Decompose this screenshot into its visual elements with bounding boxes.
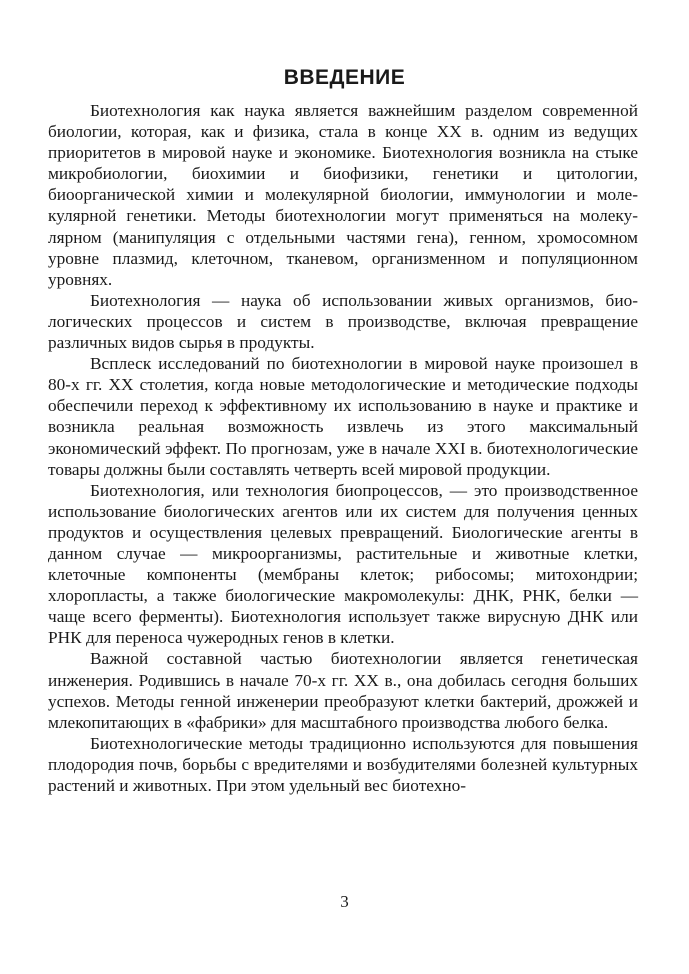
paragraph: Биотехнология — наука об использовании живых организмов, биологических процессов и систем в производстве, включая превращение различных видов сырья в продукты. — [48, 290, 638, 353]
page-title: ВВЕДЕНИЕ — [283, 66, 406, 89]
page-number: 3 — [340, 892, 349, 911]
paragraph: Биотехнология, или технология биопроцессов, — это производственное использование биологических агентов или их систем для получения ценных продуктов и осуществления целевых превращений. Биологические агенты в данном случае — микроорганизмы, растительные и животные клетки, клеточные компоненты (мембраны клеток; рибосомы; митохондрии; хлоропласты, а также биологические макромолекулы: ДНК, РНК, белки — чаще всего ферменты). Биотехнология использует также вирусную ДНК или РНК для переноса чужеродных генов в клетки. — [48, 480, 638, 648]
paragraph: Важной составной частью биотехнологии является генетическая инженерия. Родившись в начале 70-х гг. XX в., она добилась сегодня больших успехов. Методы генной инженерии преобразуют клетки бактерий, дрожжей и млекопитающих в «фабрики» для масштабного производства любого белка. — [48, 649, 638, 732]
document-body — [48, 100, 638, 796]
paragraph: Биотехнология как наука является важнейшим разделом современной биологии, которая, как и физика, стала в конце XX в. одним из ведущих приоритетов в мировой науке и экономике. Биотехнология возникла на стыке микробиологии, биохимии и биофизики, генетики и цитологии, биоорганической химии и молекулярной биологии, иммунологии и молекулярной генетики. Методы биотехнологии могут применяться на молекулярном (манипуляция с отдельными частями гена), генном, хромосомном уровне плазмид, клеточном, тканевом, организменном и популяционном уровнях. — [48, 101, 638, 289]
paragraph: Всплеск исследований по биотехнологии в мировой науке произошел в 80-х гг. XX столетия, когда новые методологические и методические подходы обеспечили переход к эффективному их использованию в науке и практике и возникла реальная возможность извлечь из этого максимальный экономический эффект. По прогнозам, уже в начале XXI в. биотехнологические товары должны были составлять четверть всей мировой продукции. — [48, 354, 638, 479]
paragraph: Биотехнологические методы традиционно используются для повышения плодородия почв, борьбы с вредителями и возбудителями болезней культурных растений и животных. При этом удельный вес биотехно- — [48, 733, 638, 795]
